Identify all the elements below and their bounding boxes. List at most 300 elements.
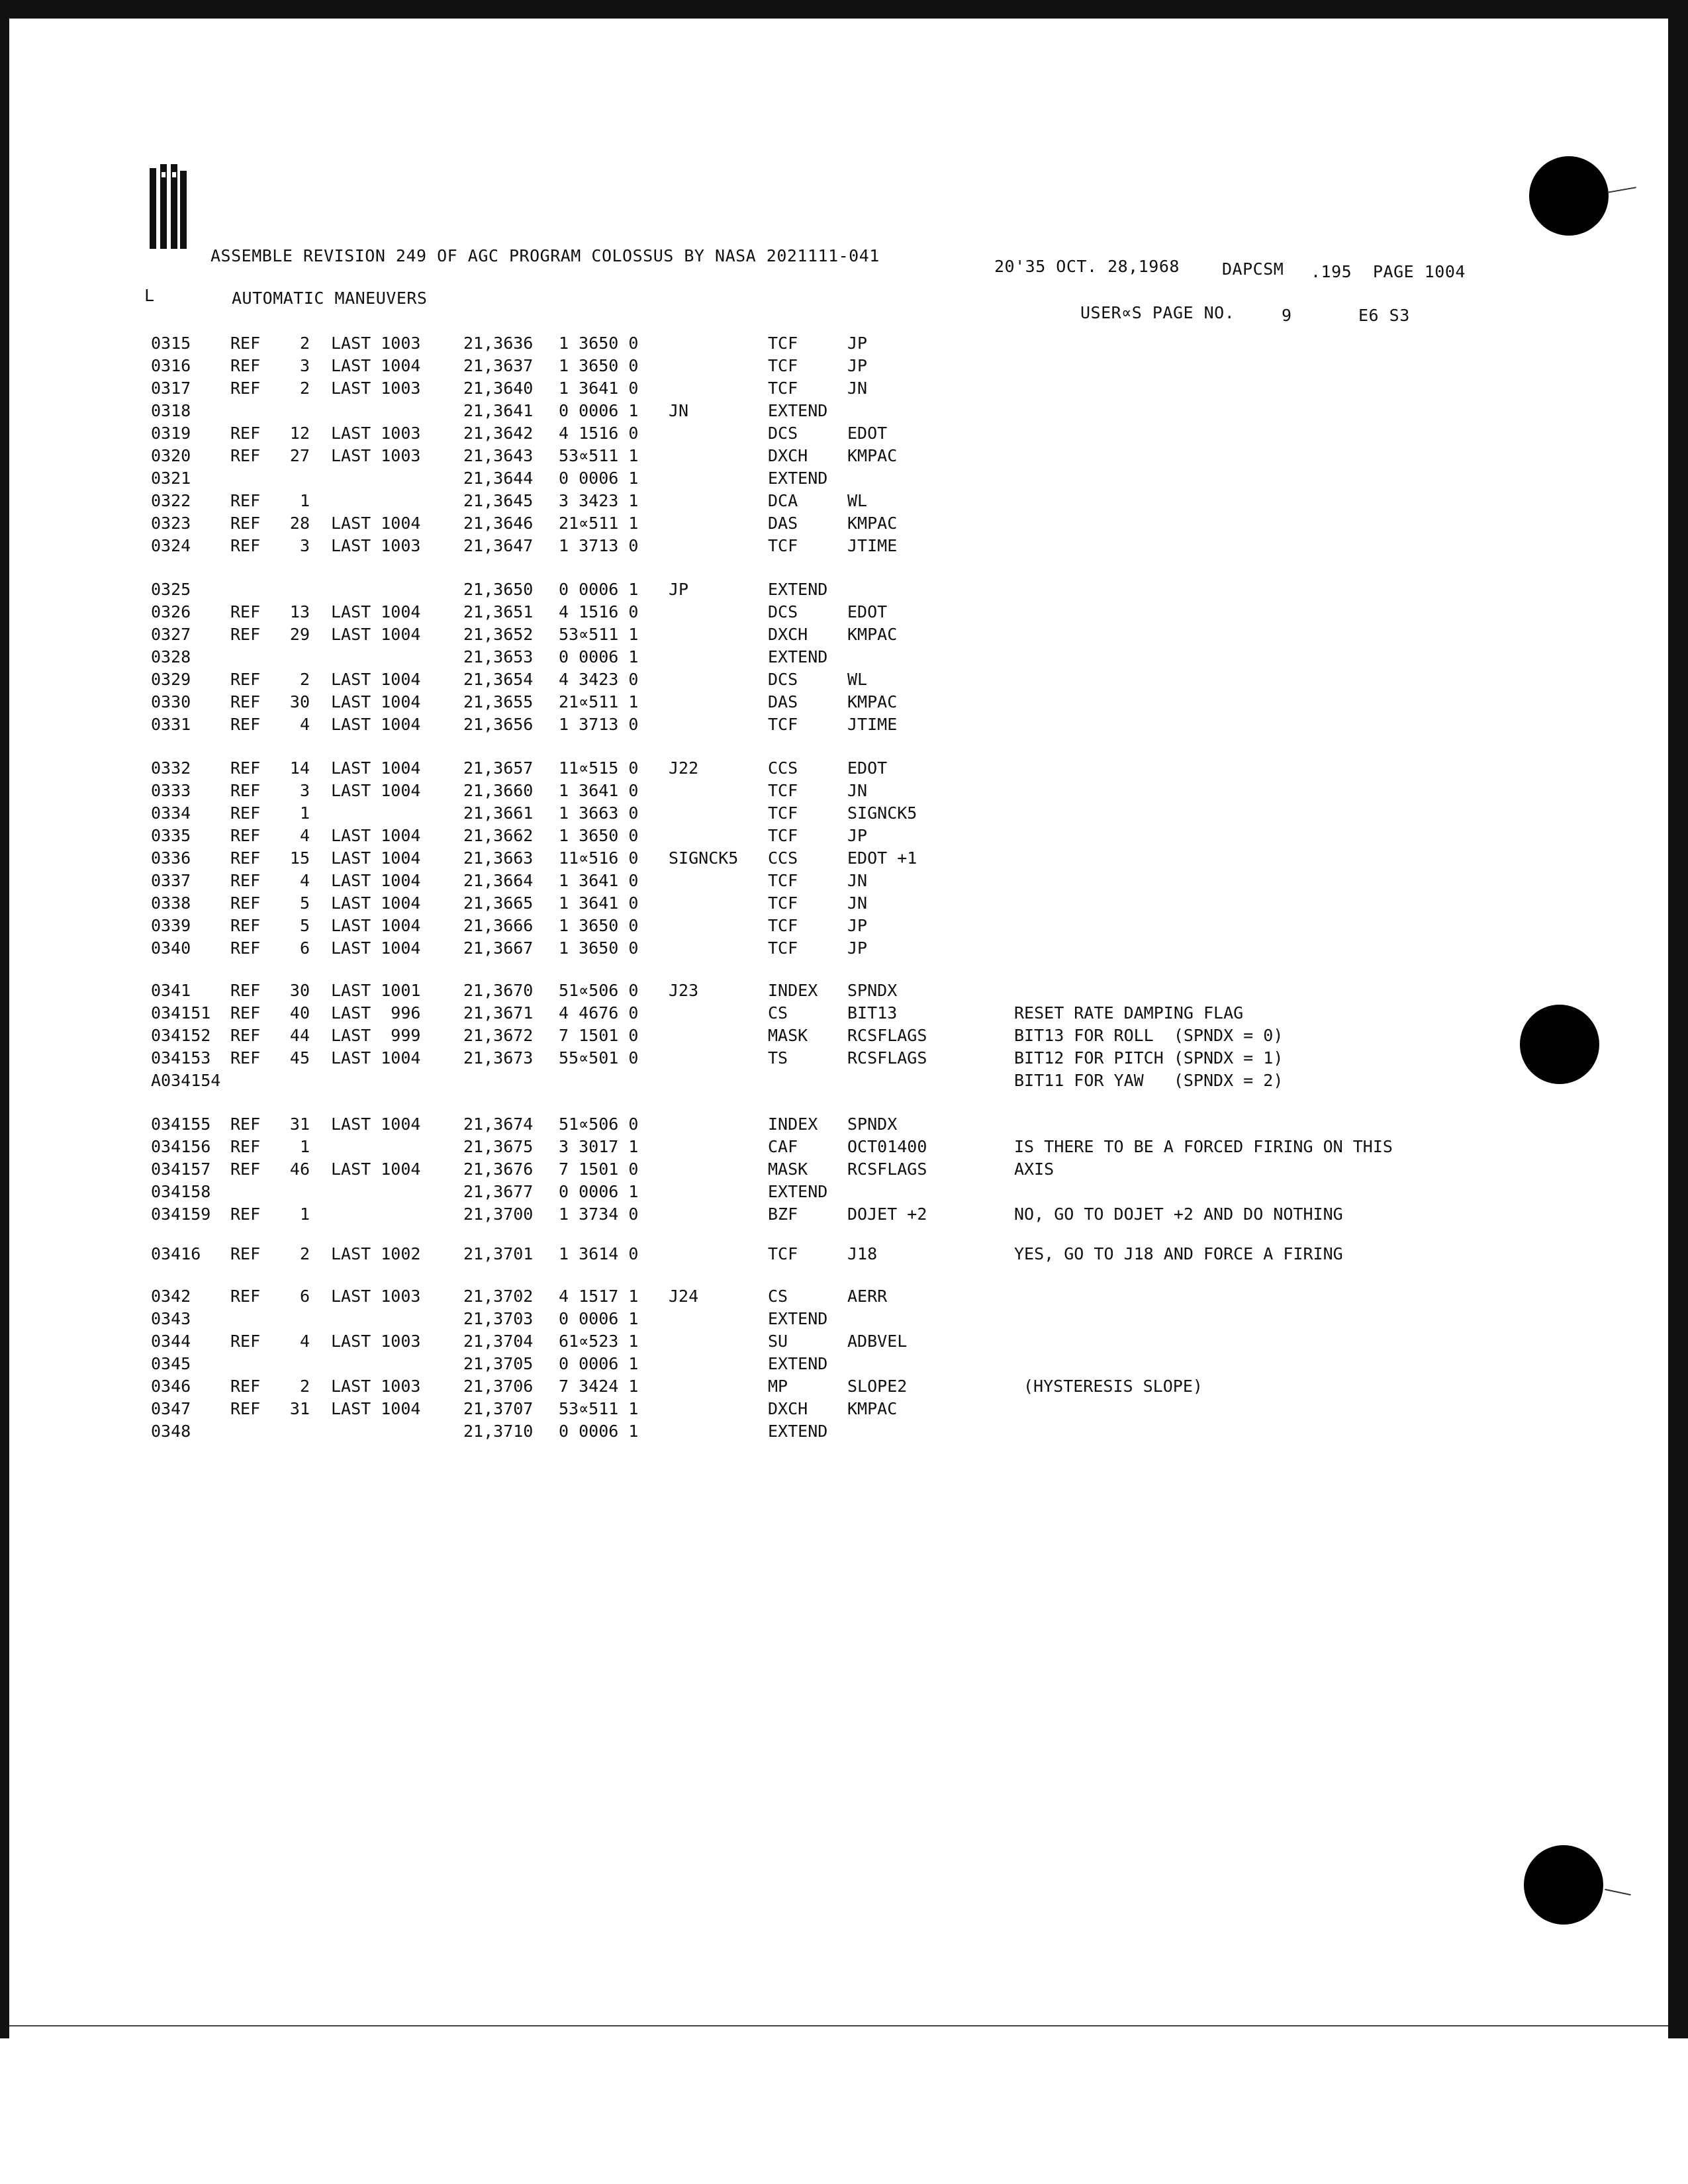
ref-count: 3	[299, 356, 310, 375]
opcode: TCF	[768, 803, 798, 823]
seq-number: 0333	[151, 781, 191, 800]
operand: SIGNCK5	[847, 803, 917, 823]
ref-count: 2	[299, 334, 310, 353]
ref-tag: REF	[230, 334, 261, 353]
address: 21,3676	[463, 1160, 534, 1179]
opcode: TCF	[768, 781, 798, 800]
operand: JP	[847, 826, 868, 845]
address: 21,3662	[463, 826, 534, 845]
listing-line	[0, 1422, 1688, 1444]
last-page: LAST 1004	[331, 1160, 421, 1179]
opcode: CS	[768, 1003, 788, 1023]
address: 21,3700	[463, 1205, 534, 1224]
object-word: 1 3650 0	[559, 916, 639, 935]
address: 21,3703	[463, 1309, 534, 1328]
ref-count: 5	[299, 893, 310, 913]
opcode: DCS	[768, 602, 798, 621]
listing-line	[0, 916, 1688, 938]
seq-number: 0346	[151, 1377, 191, 1396]
address: 21,3660	[463, 781, 534, 800]
opcode: TCF	[768, 356, 798, 375]
ref-count: 31	[289, 1115, 310, 1134]
ref-tag: REF	[230, 692, 261, 711]
operand: EDOT	[847, 758, 888, 778]
object-word: 61∝523 1	[559, 1332, 639, 1351]
operand: DOJET +2	[847, 1205, 927, 1224]
listing-line	[0, 826, 1688, 848]
address: 21,3642	[463, 424, 534, 443]
ref-count: 40	[289, 1003, 310, 1023]
symbol-label: J24	[669, 1287, 699, 1306]
listing-line	[0, 1026, 1688, 1048]
symbol-label: SIGNCK5	[669, 848, 739, 868]
object-word: 7 3424 1	[559, 1377, 639, 1396]
last-page: LAST 1004	[331, 871, 421, 890]
ref-count: 27	[289, 446, 310, 465]
punch-tear-mark	[1605, 1889, 1631, 1895]
last-page: LAST 1004	[331, 356, 421, 375]
comment: BIT13 FOR ROLL (SPNDX = 0)	[1014, 1026, 1284, 1045]
ref-count: 45	[289, 1048, 310, 1068]
ref-tag: REF	[230, 424, 261, 443]
listing-line	[0, 1354, 1688, 1377]
address: 21,3641	[463, 401, 534, 420]
opcode: MASK	[768, 1160, 808, 1179]
section-title: AUTOMATIC MANEUVERS	[232, 289, 428, 308]
operand: RCSFLAGS	[847, 1160, 927, 1179]
timestamp: 20'35 OCT. 28,1968	[994, 257, 1180, 276]
opcode: TCF	[768, 1244, 798, 1263]
opcode: DCS	[768, 670, 798, 689]
object-word: 53∝511 1	[559, 446, 639, 465]
last-page: LAST 1003	[331, 424, 421, 443]
last-page: LAST 1004	[331, 848, 421, 868]
punch-hole-top	[1529, 156, 1609, 236]
seq-number: 0348	[151, 1422, 191, 1441]
seq-number: 034155	[151, 1115, 211, 1134]
log-page: .195	[1311, 262, 1352, 281]
ref-tag: REF	[230, 491, 261, 510]
address: 21,3651	[463, 602, 534, 621]
last-page: LAST 1004	[331, 758, 421, 778]
address: 21,3677	[463, 1182, 534, 1201]
seq-number: 0318	[151, 401, 191, 420]
ref-tag: REF	[230, 916, 261, 935]
opcode: TCF	[768, 916, 798, 935]
opcode: TCF	[768, 334, 798, 353]
ref-tag: REF	[230, 938, 261, 958]
ref-tag: REF	[230, 1115, 261, 1134]
ref-tag: REF	[230, 1244, 261, 1263]
listing-line	[0, 981, 1688, 1003]
ref-count: 12	[289, 424, 310, 443]
seq-number: 034156	[151, 1137, 211, 1156]
object-word: 0 0006 1	[559, 469, 639, 488]
punch-hole-bottom	[1524, 1845, 1603, 1925]
listing-line	[0, 1160, 1688, 1182]
operand: J18	[847, 1244, 878, 1263]
seq-number: 0322	[151, 491, 191, 510]
ref-count: 4	[299, 871, 310, 890]
last-page: LAST 1003	[331, 1287, 421, 1306]
object-word: 3 3017 1	[559, 1137, 639, 1156]
listing-line	[0, 602, 1688, 625]
seq-number: 0345	[151, 1354, 191, 1373]
users-page-extra: E6 S3	[1358, 306, 1410, 325]
address: 21,3650	[463, 580, 534, 599]
ref-tag: REF	[230, 1160, 261, 1179]
object-word: 0 0006 1	[559, 1422, 639, 1441]
opcode: EXTEND	[768, 1354, 828, 1373]
address: 21,3705	[463, 1354, 534, 1373]
opcode: TCF	[768, 826, 798, 845]
object-word: 4 4676 0	[559, 1003, 639, 1023]
operand: AERR	[847, 1287, 888, 1306]
operand: EDOT	[847, 602, 888, 621]
seq-number: 0339	[151, 916, 191, 935]
last-page: LAST 1003	[331, 446, 421, 465]
object-word: 21∝511 1	[559, 514, 639, 533]
ref-count: 14	[289, 758, 310, 778]
ref-tag: REF	[230, 781, 261, 800]
page-bottom-edge	[9, 2025, 1668, 2026]
address: 21,3664	[463, 871, 534, 890]
last-page: LAST 1004	[331, 938, 421, 958]
ref-count: 2	[299, 379, 310, 398]
address: 21,3666	[463, 916, 534, 935]
ref-count: 29	[289, 625, 310, 644]
opcode: CCS	[768, 758, 798, 778]
operand: RCSFLAGS	[847, 1026, 927, 1045]
address: 21,3647	[463, 536, 534, 555]
object-word: 0 0006 1	[559, 580, 639, 599]
address: 21,3671	[463, 1003, 534, 1023]
ref-tag: REF	[230, 1332, 261, 1351]
address: 21,3643	[463, 446, 534, 465]
ref-tag: REF	[230, 670, 261, 689]
opcode: TCF	[768, 893, 798, 913]
listing-line	[0, 379, 1688, 401]
listing-line	[0, 1137, 1688, 1160]
seq-number: 034157	[151, 1160, 211, 1179]
punch-tear-mark	[1607, 187, 1636, 193]
operand: JN	[847, 871, 868, 890]
object-word: 1 3663 0	[559, 803, 639, 823]
opcode: EXTEND	[768, 1182, 828, 1201]
opcode: INDEX	[768, 1115, 818, 1134]
users-page-label: USER∝S PAGE NO.	[1080, 303, 1235, 322]
ref-tag: REF	[230, 981, 261, 1000]
listing-line	[0, 670, 1688, 692]
opcode: CS	[768, 1287, 788, 1306]
object-word: 1 3641 0	[559, 871, 639, 890]
listing-line	[0, 758, 1688, 781]
opcode: SU	[768, 1332, 788, 1351]
seq-number: 0324	[151, 536, 191, 555]
address: 21,3701	[463, 1244, 534, 1263]
address: 21,3640	[463, 379, 534, 398]
ref-tag: REF	[230, 1205, 261, 1224]
listing-line	[0, 334, 1688, 356]
object-word: 51∝506 0	[559, 1115, 639, 1134]
opcode: DAS	[768, 514, 798, 533]
seq-number: 0337	[151, 871, 191, 890]
symbol-label: J22	[669, 758, 699, 778]
last-page: LAST 1004	[331, 692, 421, 711]
address: 21,3707	[463, 1399, 534, 1418]
last-page: LAST 1004	[331, 602, 421, 621]
last-page: LAST 1003	[331, 334, 421, 353]
listing-line	[0, 469, 1688, 491]
listing-line	[0, 1244, 1688, 1267]
listing-line	[0, 491, 1688, 514]
address: 21,3675	[463, 1137, 534, 1156]
address: 21,3710	[463, 1422, 534, 1441]
seq-number: 0341	[151, 981, 191, 1000]
symbol-label: J23	[669, 981, 699, 1000]
last-page: LAST 1004	[331, 893, 421, 913]
object-word: 1 3641 0	[559, 379, 639, 398]
listing-line	[0, 1003, 1688, 1026]
operand: JN	[847, 893, 868, 913]
ref-tag: REF	[230, 803, 261, 823]
object-word: 0 0006 1	[559, 1309, 639, 1328]
remark: (HYSTERESIS SLOPE)	[1023, 1377, 1203, 1396]
ref-tag: REF	[230, 1287, 261, 1306]
object-word: 4 1516 0	[559, 602, 639, 621]
opcode: DAS	[768, 692, 798, 711]
opcode: EXTEND	[768, 401, 828, 420]
object-word: 1 3734 0	[559, 1205, 639, 1224]
address: 21,3636	[463, 334, 534, 353]
object-word: 1 3614 0	[559, 1244, 639, 1263]
ref-tag: REF	[230, 1137, 261, 1156]
ref-tag: REF	[230, 893, 261, 913]
ref-count: 1	[299, 803, 310, 823]
operand: JTIME	[847, 536, 898, 555]
address: 21,3702	[463, 1287, 534, 1306]
operand: OCT01400	[847, 1137, 927, 1156]
ref-tag: REF	[230, 1377, 261, 1396]
ref-count: 2	[299, 1377, 310, 1396]
address: 21,3646	[463, 514, 534, 533]
opcode: TS	[768, 1048, 788, 1068]
opcode: DCS	[768, 424, 798, 443]
last-page: LAST 1004	[331, 916, 421, 935]
ref-count: 4	[299, 715, 310, 734]
operand: JP	[847, 334, 868, 353]
ref-count: 6	[299, 1287, 310, 1306]
listing-line	[0, 446, 1688, 469]
operand: JP	[847, 356, 868, 375]
object-word: 51∝506 0	[559, 981, 639, 1000]
operand: BIT13	[847, 1003, 898, 1023]
object-word: 1 3650 0	[559, 938, 639, 958]
address: 21,3645	[463, 491, 534, 510]
ref-count: 46	[289, 1160, 310, 1179]
address: 21,3663	[463, 848, 534, 868]
page-number: PAGE 1004	[1373, 262, 1466, 281]
listing-line	[0, 1287, 1688, 1309]
symbol-label: JN	[669, 401, 689, 420]
seq-number: 0342	[151, 1287, 191, 1306]
ref-count: 30	[289, 692, 310, 711]
opcode: EXTEND	[768, 647, 828, 666]
ref-count: 5	[299, 916, 310, 935]
operand: KMPAC	[847, 514, 898, 533]
address: 21,3644	[463, 469, 534, 488]
seq-number: 0330	[151, 692, 191, 711]
last-page: LAST 1001	[331, 981, 421, 1000]
ref-tag: REF	[230, 514, 261, 533]
last-page: LAST 1004	[331, 1399, 421, 1418]
object-word: 11∝516 0	[559, 848, 639, 868]
last-page: LAST 1004	[331, 826, 421, 845]
object-word: 1 3641 0	[559, 893, 639, 913]
ref-tag: REF	[230, 1003, 261, 1023]
operand: EDOT	[847, 424, 888, 443]
ref-count: 28	[289, 514, 310, 533]
opcode: INDEX	[768, 981, 818, 1000]
opcode: DCA	[768, 491, 798, 510]
ref-count: 4	[299, 826, 310, 845]
address: 21,3673	[463, 1048, 534, 1068]
address: 21,3654	[463, 670, 534, 689]
ref-tag: REF	[230, 536, 261, 555]
ref-tag: REF	[230, 379, 261, 398]
ref-tag: REF	[230, 356, 261, 375]
seq-number: 034151	[151, 1003, 211, 1023]
object-word: 0 0006 1	[559, 1354, 639, 1373]
listing-line	[0, 1048, 1688, 1071]
operand: JN	[847, 379, 868, 398]
opcode: TCF	[768, 871, 798, 890]
ref-count: 2	[299, 1244, 310, 1263]
seq-number: 0329	[151, 670, 191, 689]
object-word: 1 3713 0	[559, 715, 639, 734]
operand: KMPAC	[847, 692, 898, 711]
ref-count: 3	[299, 536, 310, 555]
operand: SPNDX	[847, 1115, 898, 1134]
address: 21,3656	[463, 715, 534, 734]
address: 21,3661	[463, 803, 534, 823]
ref-count: 3	[299, 781, 310, 800]
object-word: 1 3650 0	[559, 356, 639, 375]
opcode: DXCH	[768, 625, 808, 644]
operand: EDOT +1	[847, 848, 917, 868]
seq-number: A034154	[151, 1071, 221, 1090]
address: 21,3667	[463, 938, 534, 958]
last-page: LAST 1004	[331, 514, 421, 533]
seq-number: 0320	[151, 446, 191, 465]
seq-number: 0344	[151, 1332, 191, 1351]
listing-line	[0, 871, 1688, 893]
operand: KMPAC	[847, 446, 898, 465]
last-page: LAST 1003	[331, 379, 421, 398]
object-word: 53∝511 1	[559, 1399, 639, 1418]
opcode: EXTEND	[768, 1309, 828, 1328]
seq-number: 0347	[151, 1399, 191, 1418]
last-page: LAST 1003	[331, 1332, 421, 1351]
operand: JP	[847, 938, 868, 958]
object-word: 3 3423 1	[559, 491, 639, 510]
operand: WL	[847, 491, 868, 510]
opcode: TCF	[768, 536, 798, 555]
ref-count: 1	[299, 491, 310, 510]
ref-count: 1	[299, 1137, 310, 1156]
seq-number: 034158	[151, 1182, 211, 1201]
last-page: LAST 999	[331, 1026, 421, 1045]
listing-title: ASSEMBLE REVISION 249 OF AGC PROGRAM COLOSSUS BY NASA 2021111-041	[211, 246, 880, 265]
seq-number: 0331	[151, 715, 191, 734]
object-word: 4 1517 1	[559, 1287, 639, 1306]
seq-number: 0328	[151, 647, 191, 666]
address: 21,3706	[463, 1377, 534, 1396]
ref-count: 44	[289, 1026, 310, 1045]
last-page: LAST 1004	[331, 781, 421, 800]
object-word: 1 3650 0	[559, 826, 639, 845]
ref-count: 31	[289, 1399, 310, 1418]
ref-count: 4	[299, 1332, 310, 1351]
users-page-number: 9	[1282, 306, 1292, 325]
object-word: 0 0006 1	[559, 401, 639, 420]
listing-line	[0, 514, 1688, 536]
seq-number: 0336	[151, 848, 191, 868]
section-marker: L	[144, 286, 155, 305]
seq-number: 0321	[151, 469, 191, 488]
opcode: DXCH	[768, 1399, 808, 1418]
ref-count: 15	[289, 848, 310, 868]
listing-line	[0, 1071, 1688, 1093]
comment: BIT11 FOR YAW (SPNDX = 2)	[1014, 1071, 1284, 1090]
listing-line	[0, 893, 1688, 916]
last-page: LAST 1004	[331, 670, 421, 689]
opcode: TCF	[768, 715, 798, 734]
comment: YES, GO TO J18 AND FORCE A FIRING	[1014, 1244, 1343, 1263]
comment: IS THERE TO BE A FORCED FIRING ON THIS	[1014, 1137, 1393, 1156]
listing-line	[0, 580, 1688, 602]
object-word: 21∝511 1	[559, 692, 639, 711]
opcode: CCS	[768, 848, 798, 868]
operand: WL	[847, 670, 868, 689]
comment: NO, GO TO DOJET +2 AND DO NOTHING	[1014, 1205, 1343, 1224]
operand: RCSFLAGS	[847, 1048, 927, 1068]
last-page: LAST 1002	[331, 1244, 421, 1263]
seq-number: 0334	[151, 803, 191, 823]
comment: RESET RATE DAMPING FLAG	[1014, 1003, 1244, 1023]
operand: KMPAC	[847, 625, 898, 644]
last-page: LAST 1004	[331, 625, 421, 644]
seq-number: 0325	[151, 580, 191, 599]
opcode: EXTEND	[768, 1422, 828, 1441]
opcode: TCF	[768, 379, 798, 398]
address: 21,3704	[463, 1332, 534, 1351]
object-word: 53∝511 1	[559, 625, 639, 644]
seq-number: 0317	[151, 379, 191, 398]
comment: AXIS	[1014, 1160, 1055, 1179]
seq-number: 0319	[151, 424, 191, 443]
seq-number: 034153	[151, 1048, 211, 1068]
ref-tag: REF	[230, 1399, 261, 1418]
seq-number: 0327	[151, 625, 191, 644]
seq-number: 0335	[151, 826, 191, 845]
ref-tag: REF	[230, 625, 261, 644]
object-word: 0 0006 1	[559, 647, 639, 666]
operand: JN	[847, 781, 868, 800]
comment: BIT12 FOR PITCH (SPNDX = 1)	[1014, 1048, 1284, 1068]
ref-tag: REF	[230, 826, 261, 845]
log-name: DAPCSM	[1222, 259, 1284, 279]
